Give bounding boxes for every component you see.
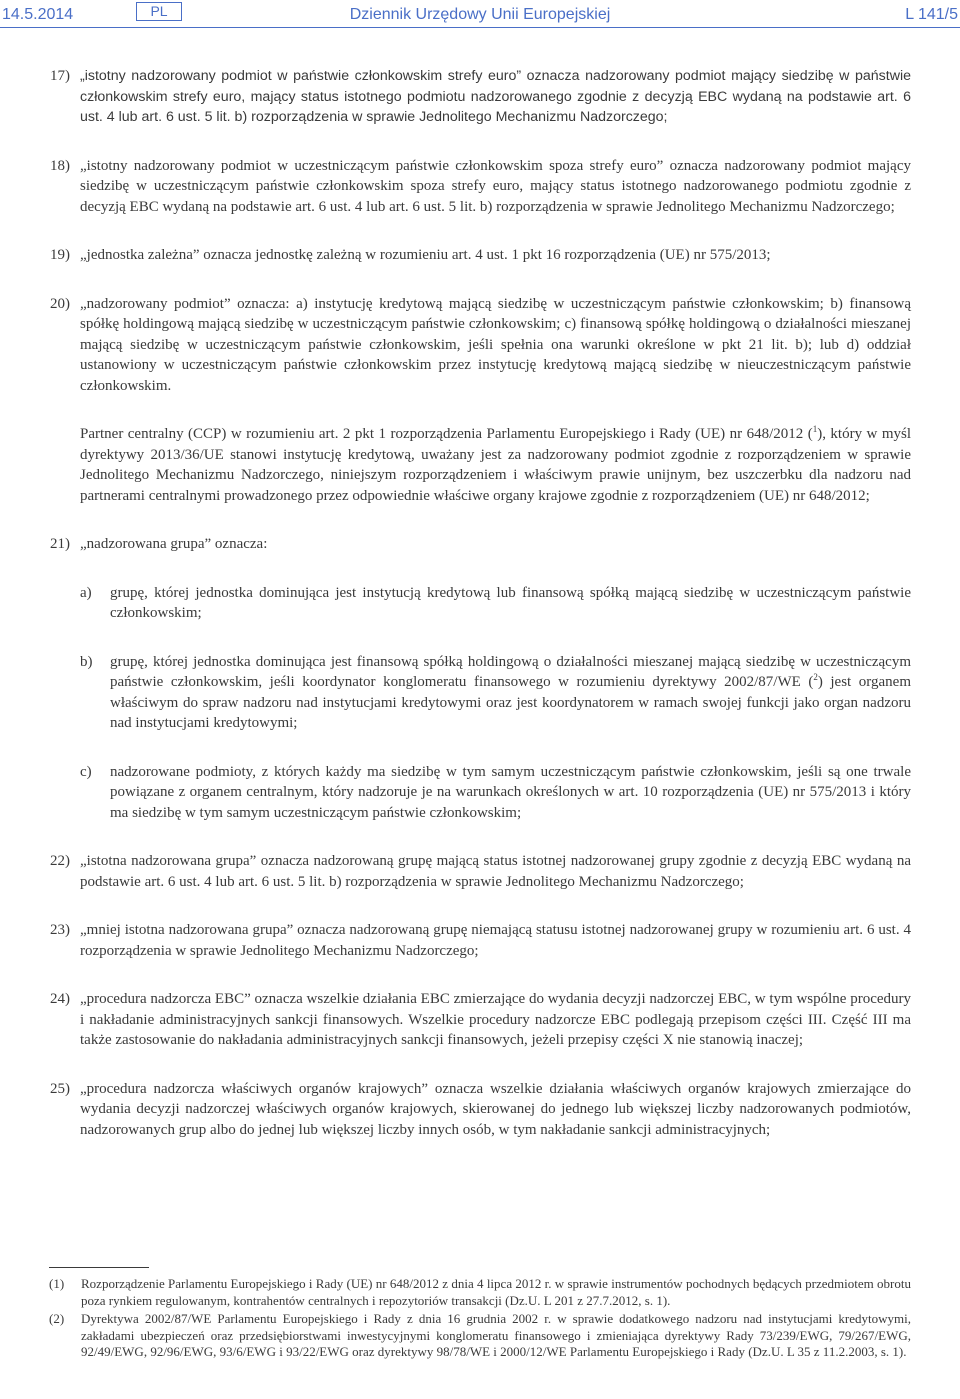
footnote-text: Rozporządzenie Parlamentu Europejskiego i Rady (UE) nr 648/2012 z dnia 4 lipca 2012 r. w sprawie instrumentów pochodnych będących przedmiotem obrotu poza rynkiem regulowanym, kontrahentów centralnych i repozytoriów transakcji (Dz.U. L 201 z 27.7.2012, s. 1). bbox=[81, 1276, 911, 1308]
item-number: 24) bbox=[50, 991, 70, 1007]
definition-24 bbox=[50, 989, 911, 1051]
item-text: „nadzorowana grupa” oznacza: bbox=[80, 536, 268, 552]
subitem-text-end: ) jest organem właściwym do spraw nadzoru nad instytucjami kredytowymi oraz jest koordynatorem w ramach swojej funkcji jako organ nadzoru nad instytucjami kredytowymi; bbox=[110, 674, 911, 731]
item-text: „istotny nadzorowany podmiot w państwie członkowskim strefy euro” oznacza nadzorowany podmiot mający siedzibę w państwie członkowskim strefy euro, mający status istotnego podmiotu nadzorowanego zgodnie z decyzją EBC wydaną na podstawie art. 6 ust. 4 lub art. 6 ust. 5 lit. b) rozporządzenia w sprawie Jednolitego Mechanizmu Nadzorczego; bbox=[80, 68, 911, 125]
page-header bbox=[0, 0, 960, 24]
document-body bbox=[0, 66, 960, 1140]
definition-23 bbox=[50, 920, 911, 961]
definition-17 bbox=[50, 66, 911, 128]
item-number: 20) bbox=[50, 295, 70, 312]
item-text: „istotny nadzorowany podmiot w uczestniczącym państwie członkowskim spoza strefy euro” oznacza nadzorowany podmiot mający siedzibę w uczestniczącym państwie członkowskim spoza strefy euro, mający status istotnego nadzorowanego podmiotu zgodnie z decyzją EBC wydaną na podstawie art. 6 ust. 4 lub art. 6 ust. 5 lit. b) rozporządzenia w sprawie Jednolitego Mechanizmu Nadzorczego; bbox=[80, 157, 911, 215]
subitem-text: nadzorowane podmioty, z których każdy ma siedzibę w tym samym uczestniczącym państwie członkowskim, jeśli są one trwale powiązane z organem centralnym, który nadzoruje je na warunkach określonych w art. 10 rozporządzenia (UE) nr 575/2013 i który ma siedzibę w tym samym uczestniczącym państwie członkowskim; bbox=[110, 763, 911, 821]
subitem-letter: b) bbox=[80, 653, 93, 670]
page-reference: L 141/5 bbox=[905, 6, 958, 23]
footnote-number: (2) bbox=[49, 1311, 65, 1326]
definition-20 bbox=[50, 294, 911, 397]
item-text: „jednostka zależna” oznacza jednostkę zależną w rozumieniu art. 4 ust. 1 pkt 16 rozporządzenia (UE) nr 575/2013; bbox=[80, 247, 771, 263]
item-text: „procedura nadzorcza właściwych organów krajowych” oznacza wszelkie działania właściwych organów krajowych zmierzające do wydania decyzji nadzorczej właściwych organów krajowych, skierowanej do jednego lub większej liczby nadzorowanych podmiotów, nadzorowanych grup albo do jednej lub większej liczby innych osób, w tym nakładanie sankcji administracyjnych; bbox=[80, 1080, 911, 1138]
definition-18 bbox=[50, 156, 911, 218]
ccp-paragraph bbox=[80, 424, 911, 506]
definition-21-a bbox=[80, 583, 911, 624]
footnote-ref-1[interactable]: 1 bbox=[812, 424, 818, 434]
item-text: „procedura nadzorcza EBC” oznacza wszelkie działania EBC zmierzające do wydania decyzji nadzorczej EBC, w tym wspólne procedury i nakładanie administracyjnych sankcji finansowych. Wszelkie procedury nadzorcze EBC podlegają przepisom części III. Część III ma także zastosowanie do nakładania administracyjnych sankcji finansowych, jeżeli przepisy części X nie stanowią inaczej; bbox=[80, 991, 911, 1048]
definition-21-b bbox=[80, 652, 911, 734]
definition-21-c bbox=[80, 762, 911, 824]
footnote-divider bbox=[49, 1267, 149, 1268]
item-number: 18) bbox=[50, 157, 70, 174]
item-text: „mniej istotna nadzorowana grupa” oznacza nadzorowaną grupę niemającą statusu istotnej nadzorowanej grupy w rozumieniu art. 6 ust. 4 rozporządzenia w sprawie Jednolitego Mechanizmu Nadzorczego; bbox=[80, 922, 911, 959]
item-number: 25) bbox=[50, 1080, 70, 1097]
publication-date: 14.5.2014 bbox=[2, 6, 74, 23]
footnote-1 bbox=[49, 1276, 911, 1309]
subitem-text bbox=[110, 652, 911, 734]
ccp-text-start: Partner centralny (CCP) w rozumieniu art. 2 pkt 1 rozporządzenia Parlamentu Europejskiego i Rady (UE) nr 648/2012 ( bbox=[80, 426, 813, 442]
header-divider bbox=[0, 27, 960, 28]
item-text: „istotna nadzorowana grupa” oznacza nadzorowaną grupę mającą status istotnej nadzorowanej grupy zgodnie z decyzją EBC wydaną na podstawie art. 6 ust. 4 lub art. 6 ust. 5 lit. b) rozporządzenia w sprawie Jednolitego Mechanizmu Nadzorczego; bbox=[80, 853, 911, 890]
footnote-2 bbox=[49, 1311, 911, 1361]
language-badge: PL bbox=[136, 2, 182, 21]
item-number: 19) bbox=[50, 247, 70, 263]
subitem-text-start: grupę, której jednostka dominująca jest finansową spółką holdingową o działalności mieszanej mającą siedzibę w uczestniczącym państwie członkowskim, jeśli koordynator konglomeratu finansowego w rozumieniu dyrektywy 2002/87/WE ( bbox=[110, 653, 911, 690]
journal-title: Dziennik Urzędowy Unii Europejskiej bbox=[349, 6, 611, 23]
item-number: 17) bbox=[50, 68, 70, 84]
ccp-text-end: ), który w myśl dyrektywy 2013/36/UE stanowi instytucję kredytową, uważany jest za nadzorowany podmiot zgodnie z rozporządzeniem w sprawie Jednolitego Mechanizmu Nadzorczego, niniejszym rozporządzeniem i właściwym prawie unijnym, bez uszczerbku dla nadzoru nad partnerami centralnymi prowadzonego przez odpowiednie właściwe organy krajowe zgodnie z rozporządzeniem (UE) nr 648/2012; bbox=[80, 426, 911, 504]
subitem-text: grupę, której jednostka dominująca jest instytucją kredytową lub finansową spółką mającą siedzibę w uczestniczącym państwie członkowskim; bbox=[110, 584, 911, 621]
footnote-ref-2[interactable]: 2 bbox=[813, 672, 818, 682]
definition-22 bbox=[50, 851, 911, 892]
definition-25 bbox=[50, 1079, 911, 1141]
definition-21 bbox=[50, 534, 911, 555]
item-number: 23) bbox=[50, 922, 70, 938]
definition-19 bbox=[50, 245, 911, 266]
footnotes bbox=[0, 1276, 960, 1361]
item-number: 22) bbox=[50, 853, 70, 869]
footnote-text: Dyrektywa 2002/87/WE Parlamentu Europejskiego i Rady z dnia 16 grudnia 2002 r. w sprawie dodatkowego nadzoru nad instytucjami kredytowymi, zakładami ubezpieczeń oraz przedsiębiorstwami inwestycyjnymi konglomeratu finansowego i zmieniająca dyrektywy Rady 73/239/EWG, 79/267/EWG, 92/49/EWG, 92/96/EWG, 93/6/EWG i 93/22/EWG oraz dyrektywy 98/78/WE i 2000/12/WE Parlamentu Europejskiego i Rady (Dz.U. L 35 z 11.2.2003, s. 1). bbox=[81, 1311, 911, 1359]
item-number: 21) bbox=[50, 536, 70, 552]
subitem-letter: a) bbox=[80, 584, 92, 601]
subitem-letter: c) bbox=[80, 763, 92, 780]
footnote-number: (1) bbox=[49, 1276, 65, 1291]
item-text: „nadzorowany podmiot” oznacza: a) instytucję kredytową mającą siedzibę w uczestniczącym państwie członkowskim; b) finansową spółkę holdingową mającą siedzibę w uczestniczącym państwie członkowskim; c) finansową spółkę holdingową o działalności mieszanej mającą siedzibę w uczestniczącym państwie członkowskim, jeśli spełnia ona warunki określone w pkt 21 lit. b); lub d) oddział ustanowiony w uczestniczącym państwie członkowskim przez instytucję kredytową mającą siedzibę w nieuczestniczącym państwie członkowskim. bbox=[80, 295, 911, 394]
